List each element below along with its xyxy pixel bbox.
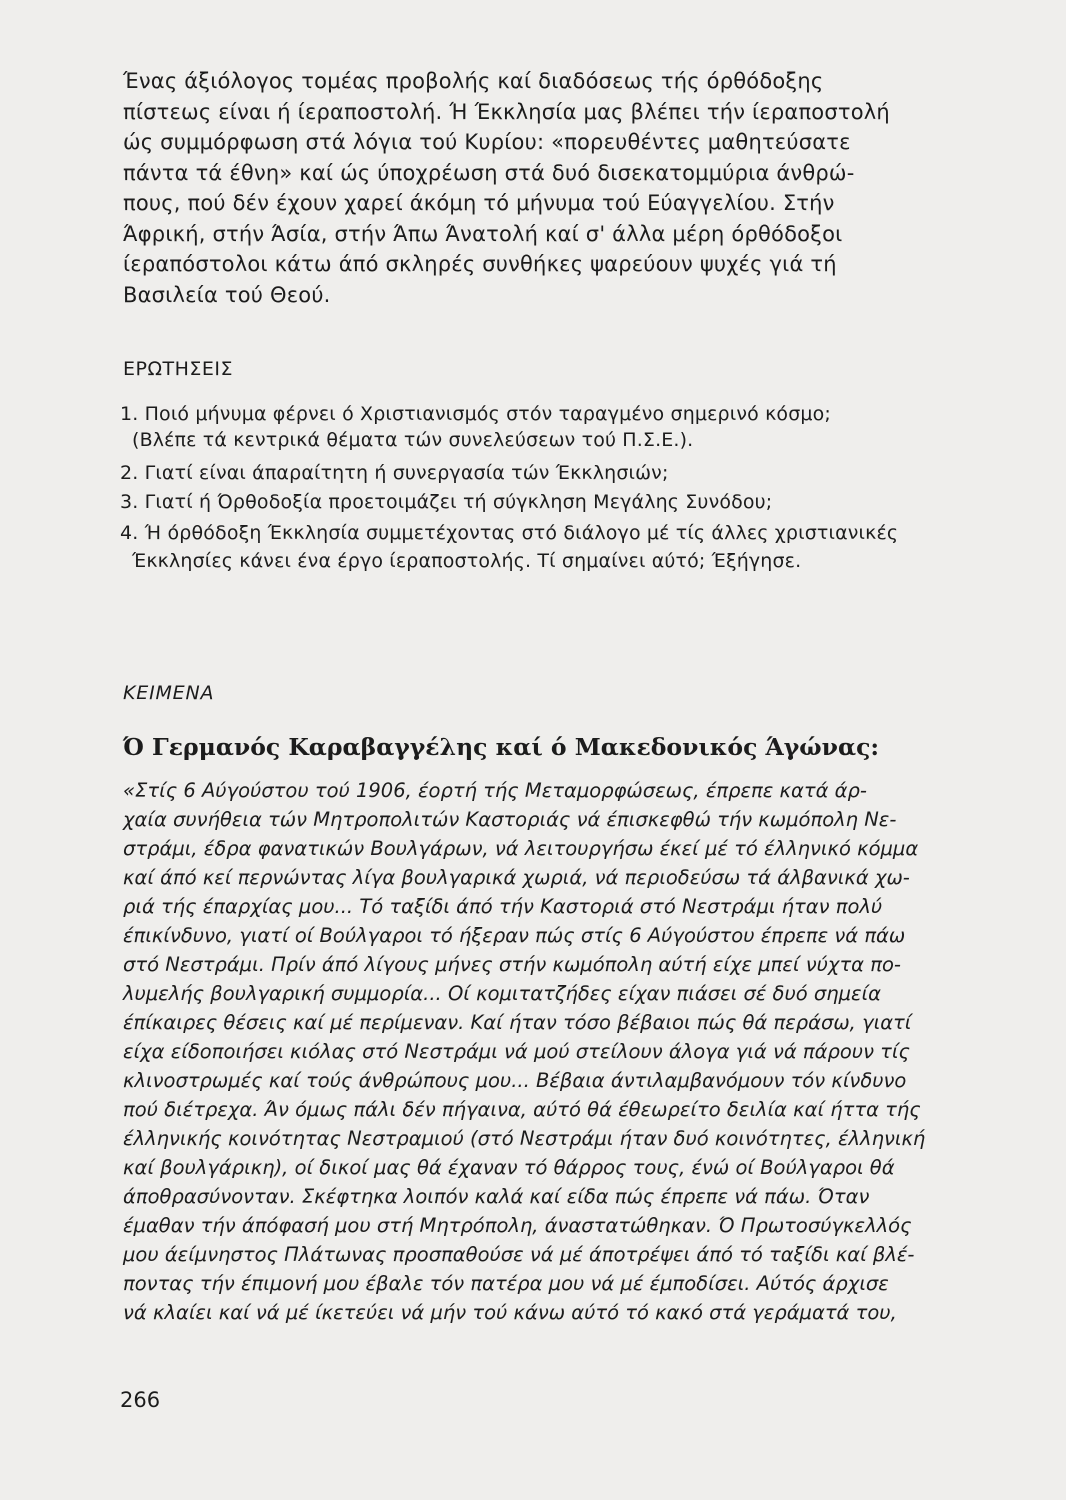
quote-line: έπικίνδυνο, γιατί οί Βούλγαροι τό ήξεραν πώς στίς 6 Αύγούστου έπρεπε νά πάω xyxy=(123,924,906,947)
quote-line: «Στίς 6 Αύγούστου τού 1906, έορτή τής Μεταμορφώσεως, έπρεπε κατά άρ- xyxy=(123,779,867,802)
quote-line: ποντας τήν έπιμονή μου έβαλε τόν πατέρα μου νά μέ έμποδίσει. Αύτός άρχισε xyxy=(123,1272,889,1295)
quote-line: χαία συνήθεια τών Μητροπολιτών Καστοριάς νά έπισκεφθώ τήν κωμόπολη Νε- xyxy=(123,808,897,831)
quote-line: νά κλαίει καί νά μέ ίκετεύει νά μήν τού κάνω αύτό τό κακό στά γεράματά του, xyxy=(123,1301,897,1324)
intro-line: Άφρική, στήν Άσία, στήν Άπω Άνατολή καί σ' άλλα μέρη όρθόδοξοι xyxy=(123,221,843,246)
quote-line: είχα είδοποιήσει κιόλας στό Νεστράμι νά μού στείλουν άλογα γιά νά πάρουν τίς xyxy=(123,1040,910,1063)
quote-line: καί βουλγάρικη), οί δικοί μας θά έχαναν τό θάρρος τους, ένώ οί Βούλγαροι θά xyxy=(123,1156,895,1179)
page-number: 266 xyxy=(120,1388,161,1412)
question-line: 1. Ποιό μήνυμα φέρνει ό Χριστιανισμός στόν ταραγμένο σημερινό κόσμο; xyxy=(120,403,831,425)
quote-line: έπίκαιρες θέσεις καί μέ περίμεναν. Καί ήταν τόσο βέβαιοι πώς θά περάσω, γιατί xyxy=(123,1011,912,1034)
intro-line: Ένας άξιόλογος τομέας προβολής καί διαδόσεως τής όρθόδοξης xyxy=(123,69,824,93)
intro-line: ίεραπόστολοι κάτω άπό σκληρές συνθήκες ψαρεύουν ψυχές γιά τή xyxy=(123,252,837,276)
article-title: Ό Γερμανός Καραβαγγέλης καί ό Μακεδονικός Άγώνας: xyxy=(123,733,880,761)
quote-line: άποθρασύνονταν. Σκέφτηκα λοιπόν καλά καί είδα πώς έπρεπε νά πάω. Όταν xyxy=(123,1185,870,1208)
question-line: 3. Γιατί ή Όρθοδοξία προετοιμάζει τή σύγκληση Μεγάλης Συνόδου; xyxy=(120,491,773,513)
intro-line: πάντα τά έθνη» καί ώς ύποχρέωση στά δυό δισεκατομμύρια άνθρώ- xyxy=(123,160,855,185)
intro-line: πους, πού δέν έχουν χαρεί άκόμη τό μήνυμα τού Εύαγγελίου. Στήν xyxy=(123,191,835,215)
question-line: 4. Ή όρθόδοξη Έκκλησία συμμετέχοντας στό διάλογο μέ τίς άλλες χριστιανικές xyxy=(120,522,899,544)
intro-line: Βασιλεία τού Θεού. xyxy=(123,282,331,307)
quote-line: στό Νεστράμι. Πρίν άπό λίγους μήνες στήν κωμόπολη αύτή είχε μπεί νύχτα πο- xyxy=(123,953,901,976)
quote-line: στράμι, έδρα φανατικών Βουλγάρων, νά λειτουργήσω έκεί μέ τό έλληνικό κόμμα xyxy=(123,837,919,860)
quote-line: κλινοστρωμές καί τούς άνθρώπους μου... Βέβαια άντιλαμβανόμουν τόν κίνδυνο xyxy=(123,1069,907,1092)
quote-line: ριά τής έπαρχίας μου... Τό ταξίδι άπό τήν Καστοριά στό Νεστράμι ήταν πολύ xyxy=(123,895,883,918)
quote-line: πού διέτρεχα. Άν όμως πάλι δέν πήγαινα, αύτό θά έθεωρείτο δειλία καί ήττα τής xyxy=(123,1098,921,1121)
intro-line: ώς συμμόρφωση στά λόγια τού Κυρίου: «πορευθέντες μαθητεύσατε xyxy=(123,130,851,154)
question-line: (Βλέπε τά κεντρικά θέματα τών συνελεύσεων τού Π.Σ.Ε.). xyxy=(132,429,694,451)
question-line: Έκκλησίες κάνει ένα έργο ίεραποστολής. Τί σημαίνει αύτό; Έξήγησε. xyxy=(132,550,802,572)
quote-line: έλληνικής κοινότητας Νεστραμιού (στό Νεστράμι ήταν δυό κοινότητες, έλληνική xyxy=(123,1127,926,1150)
quote-line: λυμελής βουλγαρική συμμορία... Οί κομιτατζήδες είχαν πιάσει σέ δυό σημεία xyxy=(123,982,881,1005)
questions-heading: ΕΡΩΤΗΣΕΙΣ xyxy=(123,358,233,380)
quote-line: μου άείμνηστος Πλάτωνας προσπαθούσε νά μέ άποτρέψει άπό τό ταξίδι καί βλέ- xyxy=(123,1243,915,1266)
quote-line: έμαθαν τήν άπόφασή μου στή Μητρόπολη, άναστατώθηκαν. Ό Πρωτοσύγκελλός xyxy=(123,1214,912,1237)
quote-line: καί άπό κεί περνώντας λίγα βουλγαρικά χωριά, νά περιοδεύσω τά άλβανικά χω- xyxy=(123,866,910,889)
texts-heading: ΚΕΙΜΕΝΑ xyxy=(123,682,215,704)
question-line: 2. Γιατί είναι άπαραίτητη ή συνεργασία τών Έκκλησιών; xyxy=(120,462,669,484)
intro-line: πίστεως είναι ή ίεραποστολή. Ή Έκκλησία μας βλέπει τήν ίεραποστολή xyxy=(123,99,890,124)
